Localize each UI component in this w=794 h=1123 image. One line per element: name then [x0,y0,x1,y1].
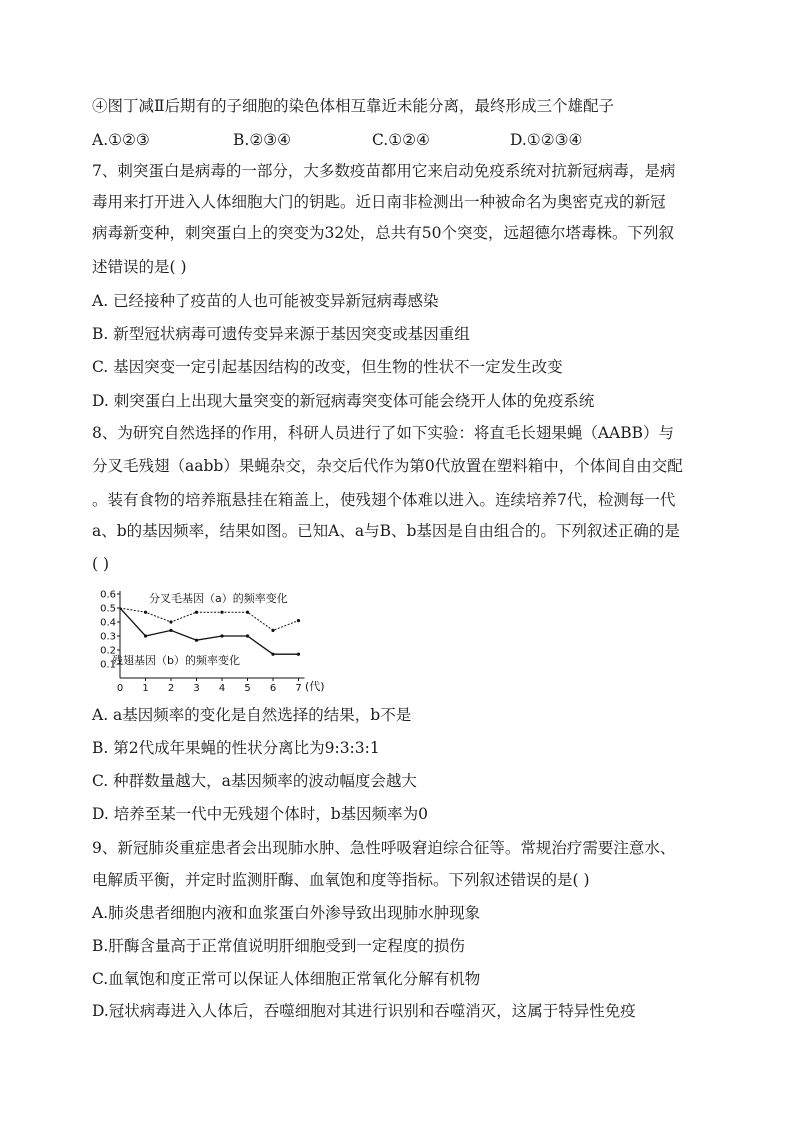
x-tick-label: 2 [167,683,175,694]
y-tick-label: 0.3 [100,631,116,643]
series-b-point [195,639,198,642]
legend-b-label: 残翅基因（b）的频率变化 [112,654,240,667]
q8-stem-line: 8、为研究自然选择的作用，科研人员进行了如下实验：将直毛长翅果蝇（AABB）与 [92,424,675,442]
q9-stem-line: 电解质平衡，并定时监测肝酶、血氧饱和度等指标。下列叙述错误的是( ) [92,871,590,889]
series-b-point [169,629,172,632]
x-tick-label: 5 [244,683,251,694]
x-unit-label: (代) [305,680,325,693]
q8-stem-line: ( ) [92,555,110,573]
x-tick-label: 0 [116,683,124,694]
series-b-point [246,634,249,637]
series-a-point [246,611,249,614]
q8-stem-line: a、b的基因频率，结果如图。已知A、a与B、b基因是自由组合的。下列叙述正确的是 [92,522,680,540]
y-tick-label: 0.2 [100,645,116,657]
q7-option-c: C. 基因突变一定引起基因结构的改变，但生物的性状不一定发生改变 [92,358,563,376]
y-tick-label: 0.5 [100,603,116,615]
x-tick-label: 3 [193,683,200,694]
series-a-point [144,611,147,614]
series-a-point [220,611,223,614]
q6-option-a: A.①②③ [92,131,150,149]
q8-option-a: A. a基因频率的变化是自然选择的结果，b不是 [92,706,412,724]
q9-option-b: B.肝酶含量高于正常值说明肝细胞受到一定程度的损伤 [92,937,465,955]
q7-stem-line: 7、刺突蛋白是病毒的一部分，大多数疫苗都用它来启动免疫系统对抗新冠病毒，是病 [92,162,676,180]
q7-option-d: D. 刺突蛋白上出现大量突变的新冠病毒突变体可能会绕开人体的免疫系统 [92,392,595,410]
q6-option-d: D.①②③④ [510,131,583,149]
q7-stem-line: 毒用来打开进入人体细胞大门的钥匙。近日南非检测出一种被命名为奥密克戎的新冠 [92,193,666,211]
x-tick-label: 7 [295,683,302,694]
y-tick-label: 0.4 [100,617,116,629]
q6-option-b: B.②③④ [233,131,292,149]
q7-stem-line: 病毒新变种，刺突蛋白上的突变为32处，总共有50个突变，远超德尔塔毒株。下列叙 [92,224,674,242]
x-tick-label: 6 [269,683,277,694]
q9-stem-line: 9、新冠肺炎重症患者会出现肺水肿、急性呼吸窘迫综合征等。常规治疗需要注意水、 [92,839,676,857]
series-a-point [271,629,274,632]
series-b-point [220,634,223,637]
q7-option-a: A. 已经接种了疫苗的人也可能被变异新冠病毒感染 [92,292,439,310]
q8-stem-line: 。装有食物的培养瓶悬挂在箱盖上，使残翅个体难以进入。连续培养7代，检测每一代 [92,491,676,509]
q8-stem-line: 分叉毛残翅（aabb）果蝇杂交，杂交后代作为第0代放置在塑料箱中，个体间自由交配 [92,457,683,475]
q8-option-d: D. 培养至某一代中无残翅个体时，b基因频率为0 [92,805,429,823]
q9-option-a: A.肺炎患者细胞内液和血浆蛋白外渗导致出现肺水肿现象 [92,904,481,922]
series-b-point [144,634,147,637]
series-b-point [297,653,300,656]
x-tick-label: 1 [142,683,149,694]
q7-option-b: B. 新型冠状病毒可遗传变异来源于基因突变或基因重组 [92,325,470,343]
y-tick-label: 0.6 [100,589,116,601]
y-tick-label: 0.1 [100,659,116,671]
q6-item-4: ④图丁减Ⅱ后期有的子细胞的染色体相互靠近未能分离，最终形成三个雄配子 [92,97,615,115]
x-tick-label: 4 [218,683,226,694]
q7-stem-line: 述错误的是( ) [92,258,187,276]
series-a-point [195,611,198,614]
series-a-point [297,619,300,622]
q8-option-c: C. 种群数量越大，a基因频率的波动幅度会越大 [92,772,417,790]
q8-option-b: B. 第2代成年果蝇的性状分离比为9:3:3:1 [92,739,380,757]
chart-series [120,608,300,656]
series-b-point [271,653,274,656]
gene-frequency-chart [98,588,334,694]
q6-option-c: C.①②④ [372,131,430,149]
series-a-point [169,620,172,623]
q9-option-d: D.冠状病毒进入人体后，吞噬细胞对其进行识别和吞噬消灭，这属于特异性免疫 [92,1002,636,1020]
q9-option-c: C.血氧饱和度正常可以保证人体细胞正常氧化分解有机物 [92,970,481,988]
legend-a-label: 分叉毛基因（a）的频率变化 [149,592,288,605]
